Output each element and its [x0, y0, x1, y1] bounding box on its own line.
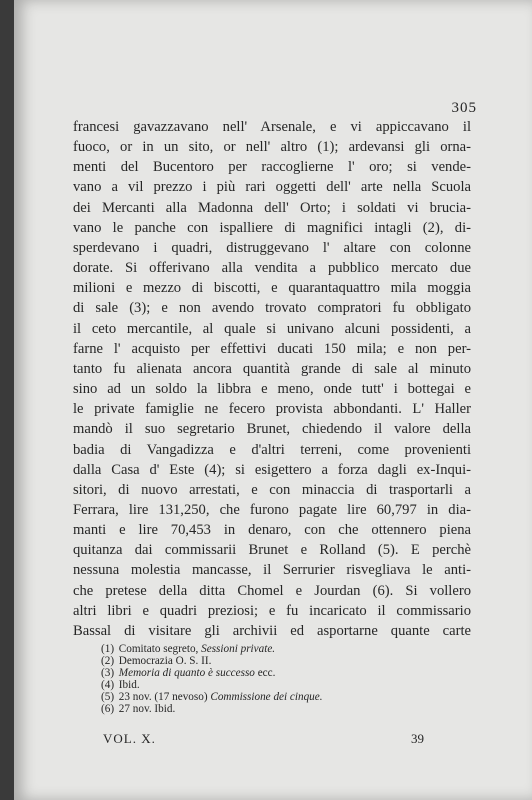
text-line: che pretese della ditta Chomel e Jourdan (6). Si vollero: [73, 582, 471, 599]
text-line: menti del Bucentoro per raccoglierne l' oro; si vende-: [73, 159, 471, 176]
text-line: altri libri e quadri preziosi; e fu incaricato il commissario: [73, 602, 471, 619]
text-line: tanto fu alienata ancora quantità grande di sale al minuto: [73, 360, 471, 377]
volume-signature: VOL. X.: [103, 731, 156, 746]
signature-number: 39: [411, 731, 424, 746]
footnote-number: (3): [101, 666, 115, 679]
footnotes: [101, 644, 421, 715]
text-line: milioni e mezzo di biscotti, e quarantaquattro mila moggia: [73, 280, 471, 297]
text-line: mandò il suo segretario Brunet, chiedendo il valore della: [73, 421, 471, 438]
text-line: Bassal di visitare gli archivii ed asportarne quante carte: [73, 622, 471, 639]
text-line: il ceto mercantile, al quale si univano alcuni possidenti, a: [73, 320, 471, 337]
body-text: [73, 117, 471, 641]
book-page: [14, 0, 532, 800]
text-line: dalla Casa d' Este (4); si esigettero a forza dagli ex-Inqui-: [73, 461, 471, 478]
footnote-text: 27 nov. Ibid.: [118, 702, 176, 715]
footnote-text: Ibid.: [118, 678, 140, 691]
text-line: vano le panche con ispalliere di magnifici intagli (2), di-: [73, 219, 471, 236]
footnote-number: (2): [101, 654, 115, 667]
text-line: sitori, di nuovo arrestati, e con minaccia di trasportarli a: [73, 481, 471, 498]
footnote: [101, 668, 421, 680]
text-line: sperdevano i quadri, distruggevano l' altare con colonne: [73, 239, 471, 256]
text-line: sino ad un soldo la libbra e meno, onde tutt' i bottegai e: [73, 381, 471, 398]
footnote-number: (1): [101, 643, 115, 655]
text-line: farne l' acquisto per effettivi ducati 150 mila; e non per-: [73, 340, 471, 357]
footnote-text: 23 nov. (17 nevoso): [118, 690, 211, 703]
text-line: di sale (3); e non avendo trovato compratori fu obbligato: [73, 300, 471, 317]
text-line: francesi gavazzavano nell' Arsenale, e vi appiccavano il: [73, 119, 471, 135]
footnote-number: (5): [101, 690, 115, 703]
footnote-italic: Memoria di quanto è successo: [118, 666, 255, 679]
page-number: 305: [451, 100, 477, 116]
text-line: dorate. Si offerivano alla vendita a pubblico mercato due: [73, 260, 471, 277]
text-line: badia di Vangadizza e d'altri terreni, come provenienti: [73, 441, 471, 458]
footnote-italic: Sessioni private.: [201, 643, 276, 655]
footnote-italic: Commissione dei cinque.: [210, 690, 323, 703]
footnote-text: Democrazia O. S. II.: [118, 654, 212, 667]
footnote: [101, 704, 421, 716]
text-line: quitanza dai commissarii Brunet e Rolland (5). E perchè: [73, 542, 471, 559]
footnote-text: ecc.: [254, 666, 276, 679]
footnote-number: (6): [101, 702, 115, 715]
text-line: Ferrara, lire 131,250, che furono pagate lire 60,797 in dia-: [73, 501, 471, 518]
text-line: manti e lire 70,453 in denaro, con che ottennero piena: [73, 522, 471, 539]
text-line: nessuna molestia mancasse, il Serrurier risvegliava le anti-: [73, 562, 471, 579]
text-line: dei Mercanti alla Madonna dell' Orto; i soldati vi brucia-: [73, 199, 471, 216]
text-line: fuoco, or in un sito, or nell' altro (1); ardevansi gli orna-: [73, 139, 471, 156]
text-line: le private famiglie ne fecero provista abbondanti. L' Haller: [73, 401, 471, 418]
footnote-number: (4): [101, 678, 115, 691]
text-line: vano a vil prezzo i più rari oggetti dell' arte nella Scuola: [73, 179, 471, 196]
footnote-text: Comitato segreto,: [118, 643, 202, 655]
